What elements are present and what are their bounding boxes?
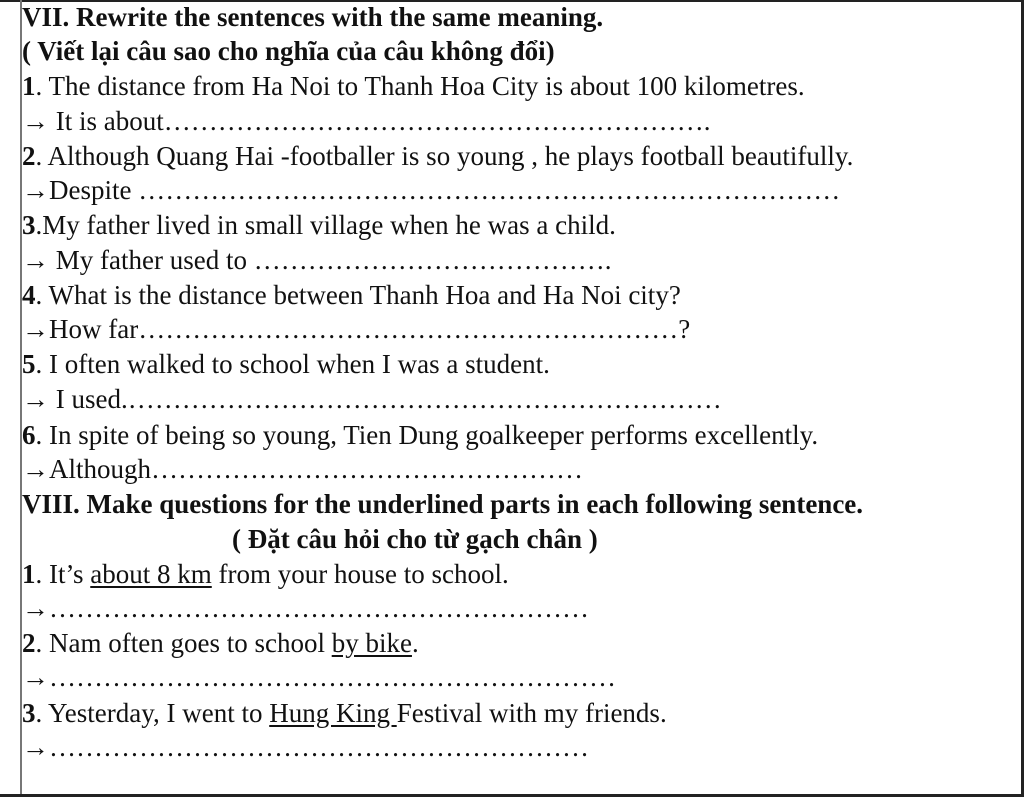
question-text: . In spite of being so young, Tien Dung goalkeeper performs excellently. [35,420,819,450]
s7-item-5-answer-line: → I used.………………………………………………………… [22,384,722,414]
section-8-subheading: ( Đặt câu hỏi cho từ gạch chân ) [232,524,598,554]
s7-item-5-question [22,349,550,379]
question-text: . The distance from Ha Noi to Thanh Hoa City is about 100 kilometres. [35,71,805,101]
s8-item-3-question [22,698,667,728]
underlined-part: Hung King [269,698,397,728]
section-7-subheading: ( Viết lại câu sao cho nghĩa của câu không đổi) [22,36,555,66]
item-number: 4 [22,280,36,310]
question-text: . I often walked to school when I was a student. [35,349,550,379]
section-8-heading: VIII. Make questions for the underlined parts in each following sentence. [22,489,864,519]
section-7-heading: VII. Rewrite the sentences with the same meaning. [22,2,604,32]
underlined-part: about 8 km [90,559,212,589]
question-text-post: from your house to school. [211,559,509,589]
item-number: 6 [22,420,36,450]
question-text: .My father lived in small village when he was a child. [35,210,616,240]
s8-item-1-answer-line: →…………………………………………………… [22,593,589,623]
s7-item-2-question [22,141,853,171]
item-number: 1 [22,559,36,589]
s7-item-6-question [22,420,818,450]
s8-item-3-answer-line: →…………………………………………………… [22,732,589,762]
item-number: 2 [22,141,36,171]
s7-item-3-question [22,210,616,240]
question-text-pre: . Yesterday, I went to [35,698,270,728]
s7-item-1-question [22,71,805,101]
item-number: 5 [22,349,36,379]
item-number: 3 [22,698,36,728]
question-text: . Although Quang Hai -footballer is so young , he plays football beautifully. [35,141,854,171]
question-text-post: . [411,628,419,658]
s7-item-4-question [22,280,681,310]
item-number: 3 [22,210,36,240]
s7-item-2-answer-line: →Despite …………………………………………………………………… [22,175,841,205]
s8-item-2-answer-line: →……………………………………………………… [22,662,616,692]
item-number: 2 [22,628,36,658]
question-text-pre: . It’s [35,559,91,589]
s8-item-1-question [22,559,509,589]
s7-item-6-answer-line: →Although………………………………………… [22,454,584,484]
question-text: . What is the distance between Thanh Hoa and Ha Noi city? [35,280,681,310]
question-text-pre: . Nam often goes to school [35,628,332,658]
question-text-post: Festival with my friends. [396,698,667,728]
s7-item-3-answer-line: → My father used to …………………………………. [22,245,612,275]
underlined-part: by bike [331,628,412,658]
s7-item-4-answer-line: →How far……………………………………………………? [22,314,691,344]
item-number: 1 [22,71,36,101]
s7-item-1-answer-line: → It is about……………………………………………………. [22,106,711,136]
s8-item-2-question [22,628,419,658]
